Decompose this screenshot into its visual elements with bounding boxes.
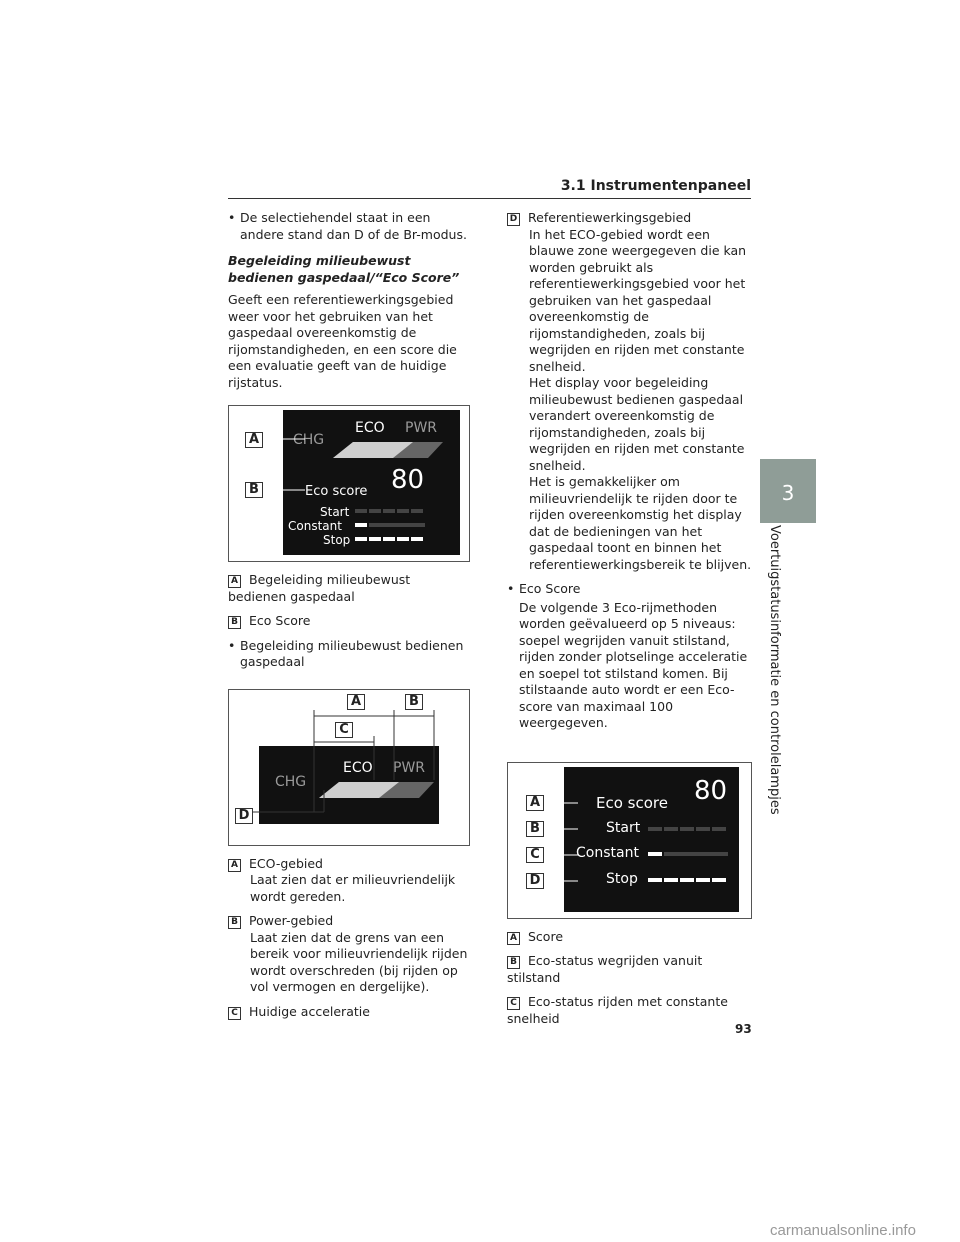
chapter-title: Voertuigstatusinformatie en controlelampjes xyxy=(767,525,782,815)
right-column xyxy=(507,210,752,1035)
eco-score-value: 80 xyxy=(694,775,728,806)
pwr-label: PWR xyxy=(393,759,426,776)
chg-label: CHG xyxy=(293,432,325,448)
chapter-tab xyxy=(760,459,816,523)
figure-eco-display xyxy=(228,405,470,562)
legend3-b xyxy=(507,953,752,986)
callout-lines xyxy=(229,406,469,561)
bullet-selector: • De selectiehendel staat in een andere stand dan D of de Br-modus. xyxy=(228,210,470,243)
figure-eco-score xyxy=(507,762,752,919)
label-b: B xyxy=(228,616,241,629)
callout-a: A xyxy=(347,694,365,710)
intro-paragraph: Geeft een referentiewerkingsgebied weer voor het gebruiken van het gaspedaal overeenkomstig de rijomstandigheden, en een score die een evaluatie geeft van de huidige rijstatus. xyxy=(228,292,457,390)
figure-eco-zones xyxy=(228,689,470,846)
stop-label: Stop xyxy=(323,533,351,547)
legend2-b xyxy=(228,913,470,996)
label-c: C xyxy=(228,1007,241,1020)
legend3-a-text: Score xyxy=(528,928,564,944)
legend3-c-text: Eco-status rijden met constante snelheid xyxy=(507,994,728,1026)
legend1-b-text: Eco Score xyxy=(249,613,311,628)
start-label: Start xyxy=(320,505,350,519)
callout-a: A xyxy=(245,432,263,448)
callout-lines xyxy=(508,763,751,918)
legend2-a-title: ECO-gebied xyxy=(249,855,323,871)
constant-label: Constant xyxy=(288,519,342,533)
callout-d: D xyxy=(526,873,544,889)
legend2-a-text: Laat zien dat er milieuvriendelijk wordt gereden. xyxy=(250,872,456,904)
eco-score-value: 80 xyxy=(391,465,425,495)
section-heading: Begeleiding milieubewust bedienen gaspedaal/“Eco Score” xyxy=(228,253,460,285)
eco-score-label: Eco score xyxy=(596,793,668,812)
legend1-b xyxy=(228,613,470,630)
eco-label: ECO xyxy=(343,759,373,776)
page-header xyxy=(228,178,751,199)
chapter-title-vertical xyxy=(760,525,790,815)
legend1-a xyxy=(228,572,470,605)
bullet-eco-score: • Eco Score xyxy=(507,581,752,598)
callout-b: B xyxy=(405,694,423,710)
item-d xyxy=(507,210,752,573)
callout-c: C xyxy=(335,722,353,738)
legend2-a xyxy=(228,856,470,906)
item-d-p3: Het is gemakkelijker om milieuvriendelijk te rijden door te rijden overeenkomstig het display dat de bedieningen van het gaspedaal toont en binnen het referentiewerkingsbereik te blijven. xyxy=(529,474,752,572)
chapter-number: 3 xyxy=(781,481,795,505)
label-a: A xyxy=(507,932,520,945)
legend2-b-title: Power-gebied xyxy=(249,913,334,928)
section-title: 3.1 Instrumentenpaneel xyxy=(560,178,751,194)
item-d-p2: Het display voor begeleiding milieubewust bedienen gaspedaal verandert overeenkomstig de rijomstandigheden, zoals bij wegrijden en rijden met constante snelheid. xyxy=(529,375,745,473)
bullet-guide: • Begeleiding milieubewust bedienen gaspedaal xyxy=(228,638,470,671)
callout-c: C xyxy=(526,847,544,863)
watermark: carmanualsonline.info xyxy=(770,1222,916,1239)
stop-label: Stop xyxy=(606,870,638,887)
label-b: B xyxy=(507,956,520,969)
legend1-a-text: Begeleiding milieubewust bedienen gaspedaal xyxy=(228,572,411,604)
eco-score-text: De volgende 3 Eco-rijmethoden worden geëvalueerd op 5 niveaus: soepel wegrijden vanuit stilstand, rijden zonder plotselinge acceleratie en soepel tot stilstand komen. Bij stilstaande auto wordt er een Eco-score van maximaal 100 weergegeven. xyxy=(519,599,748,730)
item-d-title: Referentiewerkingsgebied xyxy=(528,210,692,225)
left-column xyxy=(228,210,470,1028)
item-d-p1: In het ECO-gebied wordt een blauwe zone weergegeven die kan worden gebruikt als referentiewerkingsgebied voor het gebruiken van het gaspedaal overeenkomstig de rijomstandigheden, zoals bij wegrijden en rijden met constante snelheid. xyxy=(529,226,747,374)
legend2-c-title: Huidige acceleratie xyxy=(249,1003,370,1019)
callout-a: A xyxy=(526,795,544,811)
page-number: 93 xyxy=(735,1022,752,1036)
legend3-a xyxy=(507,929,752,946)
dimension-lines xyxy=(229,690,469,845)
legend3-c xyxy=(507,994,752,1027)
legend2-b-text: Laat zien dat de grens van een bereik voor milieuvriendelijk rijden wordt overschreden (bij rijden op vol vermogen en dergelijke). xyxy=(250,929,468,994)
label-c: C xyxy=(507,997,520,1010)
label-b: B xyxy=(228,916,241,929)
legend3-b-text: Eco-status wegrijden vanuit stilstand xyxy=(507,953,703,985)
start-label: Start xyxy=(606,819,641,836)
constant-label: Constant xyxy=(576,844,639,861)
callout-b: B xyxy=(526,821,544,837)
label-a: A xyxy=(228,859,241,872)
eco-score-label: Eco score xyxy=(305,484,368,499)
label-a: A xyxy=(228,575,241,588)
chg-label: CHG xyxy=(275,773,307,790)
eco-label: ECO xyxy=(355,420,385,436)
label-d: D xyxy=(507,213,520,226)
callout-d: D xyxy=(235,808,253,824)
legend2-c xyxy=(228,1004,470,1021)
pwr-label: PWR xyxy=(405,420,438,436)
callout-b: B xyxy=(245,482,263,498)
